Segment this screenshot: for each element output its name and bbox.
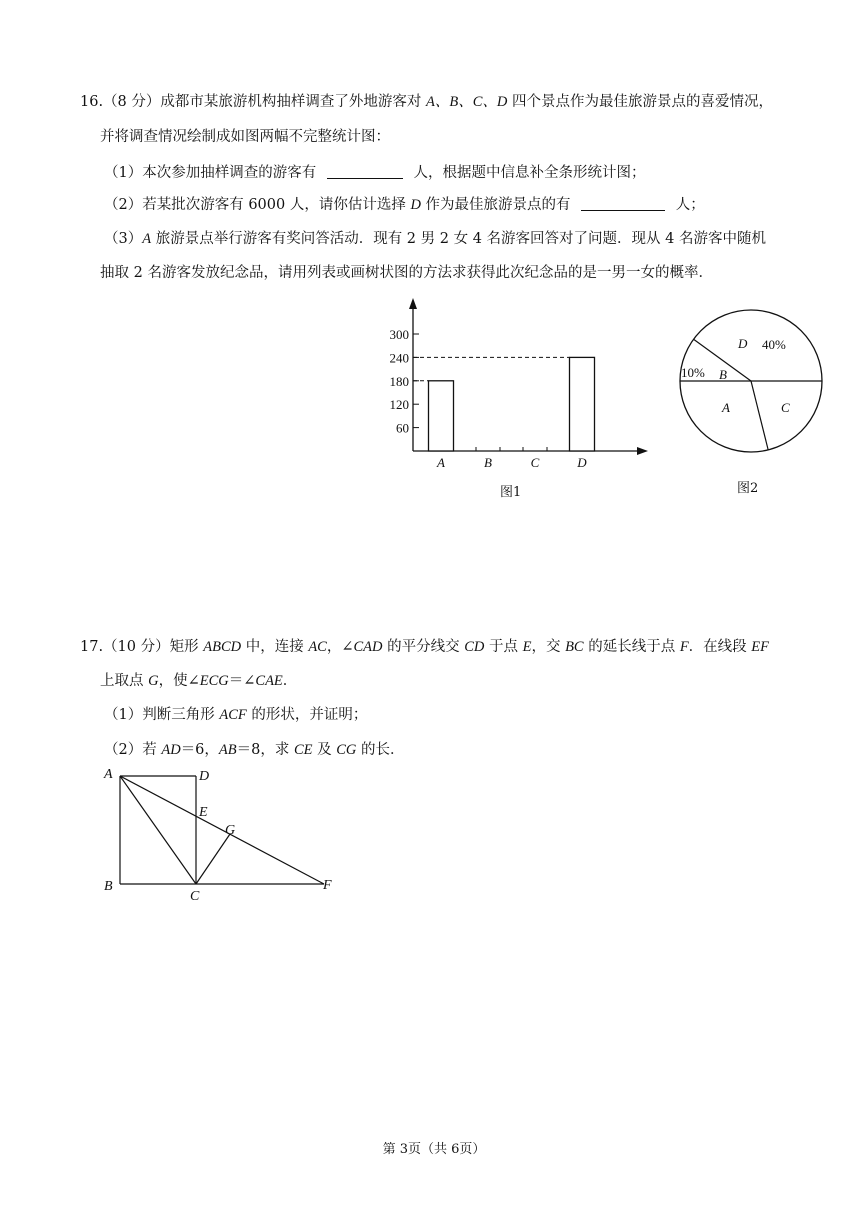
pie-percent-b: 10% [681,365,705,380]
x-tick-label: A [437,455,445,470]
x-tick-label: D [577,455,587,470]
pie-chart [676,307,826,455]
pie-label-d: D [738,336,748,351]
q16-part2: （2）若某批次游客有 6000 人，请你估计选择 D 作为最佳旅游景点的有 人； [104,197,705,213]
pie-label-b: B [719,367,727,382]
q16-part1: （1）本次参加抽样调查的游客有 人，根据题中信息补全条形统计图； [104,165,646,181]
segment-af [120,776,324,884]
y-axis-arrow [409,298,417,309]
figure-1-caption: 图1 [500,485,522,500]
point-label-b: B [104,879,113,894]
y-tick-label: 60 [396,420,409,436]
pie-label-c: C [781,400,790,415]
y-tick-label: 240 [389,350,409,366]
q17-line1: 17.（10 分）矩形 ABCD 中，连接 AC，∠CAD 的平分线交 CD 于点 E，交 BC 的延长线于点 F．在线段 EF [80,639,769,655]
q16-part3-line1: （3）A 旅游景点举行游客有奖问答活动．现有 2 男 2 女 4 名游客回答对了问题．现从 4 名游客中随机 [104,231,766,247]
q17-part1: （1）判断三角形 ACF 的形状，并证明； [104,707,368,723]
bar-a [429,381,454,451]
geometry-figure [98,762,348,907]
y-tick-label: 120 [389,397,409,413]
bar-chart [380,290,670,480]
point-label-a: A [104,767,113,782]
segment-cg [196,834,230,884]
q16-line2: 并将调查情况绘制成如图两幅不完整统计图： [100,129,390,145]
point-label-e: E [199,805,208,820]
page-footer: 第 3页（共 6页） [382,1142,486,1157]
pie-percent-d: 40% [762,337,786,352]
point-label-f: F [323,878,332,893]
q16-line1: 16.（8 分）成都市某旅游机构抽样调查了外地游客对 A、B、C、D 四个景点作为最佳旅游景点的喜爱情况， [80,94,773,110]
pie-label-a: A [722,400,730,415]
bar-d [570,357,595,451]
q16-part3-line2: 抽取 2 名游客发放纪念品，请用列表或画树状图的方法求获得此次纪念品的是一男一女的概率． [100,265,713,281]
y-tick-label: 180 [389,373,409,389]
q17-line2: 上取点 G，使∠ECG＝∠CAE． [100,673,298,689]
answer-blank-1 [327,164,403,179]
point-label-c: C [190,889,200,904]
figure-2-caption: 图2 [737,481,759,496]
x-axis-arrow [637,447,648,455]
x-tick-label: B [484,455,492,470]
y-tick-label: 300 [389,327,409,342]
x-tick-label: C [530,455,540,470]
q17-part2: （2）若 AD＝6，AB＝8，求 CE 及 CG 的长． [104,742,405,758]
point-label-g: G [225,823,236,838]
answer-blank-2 [581,196,665,211]
segment-ac [120,776,196,884]
point-label-d: D [199,769,210,784]
